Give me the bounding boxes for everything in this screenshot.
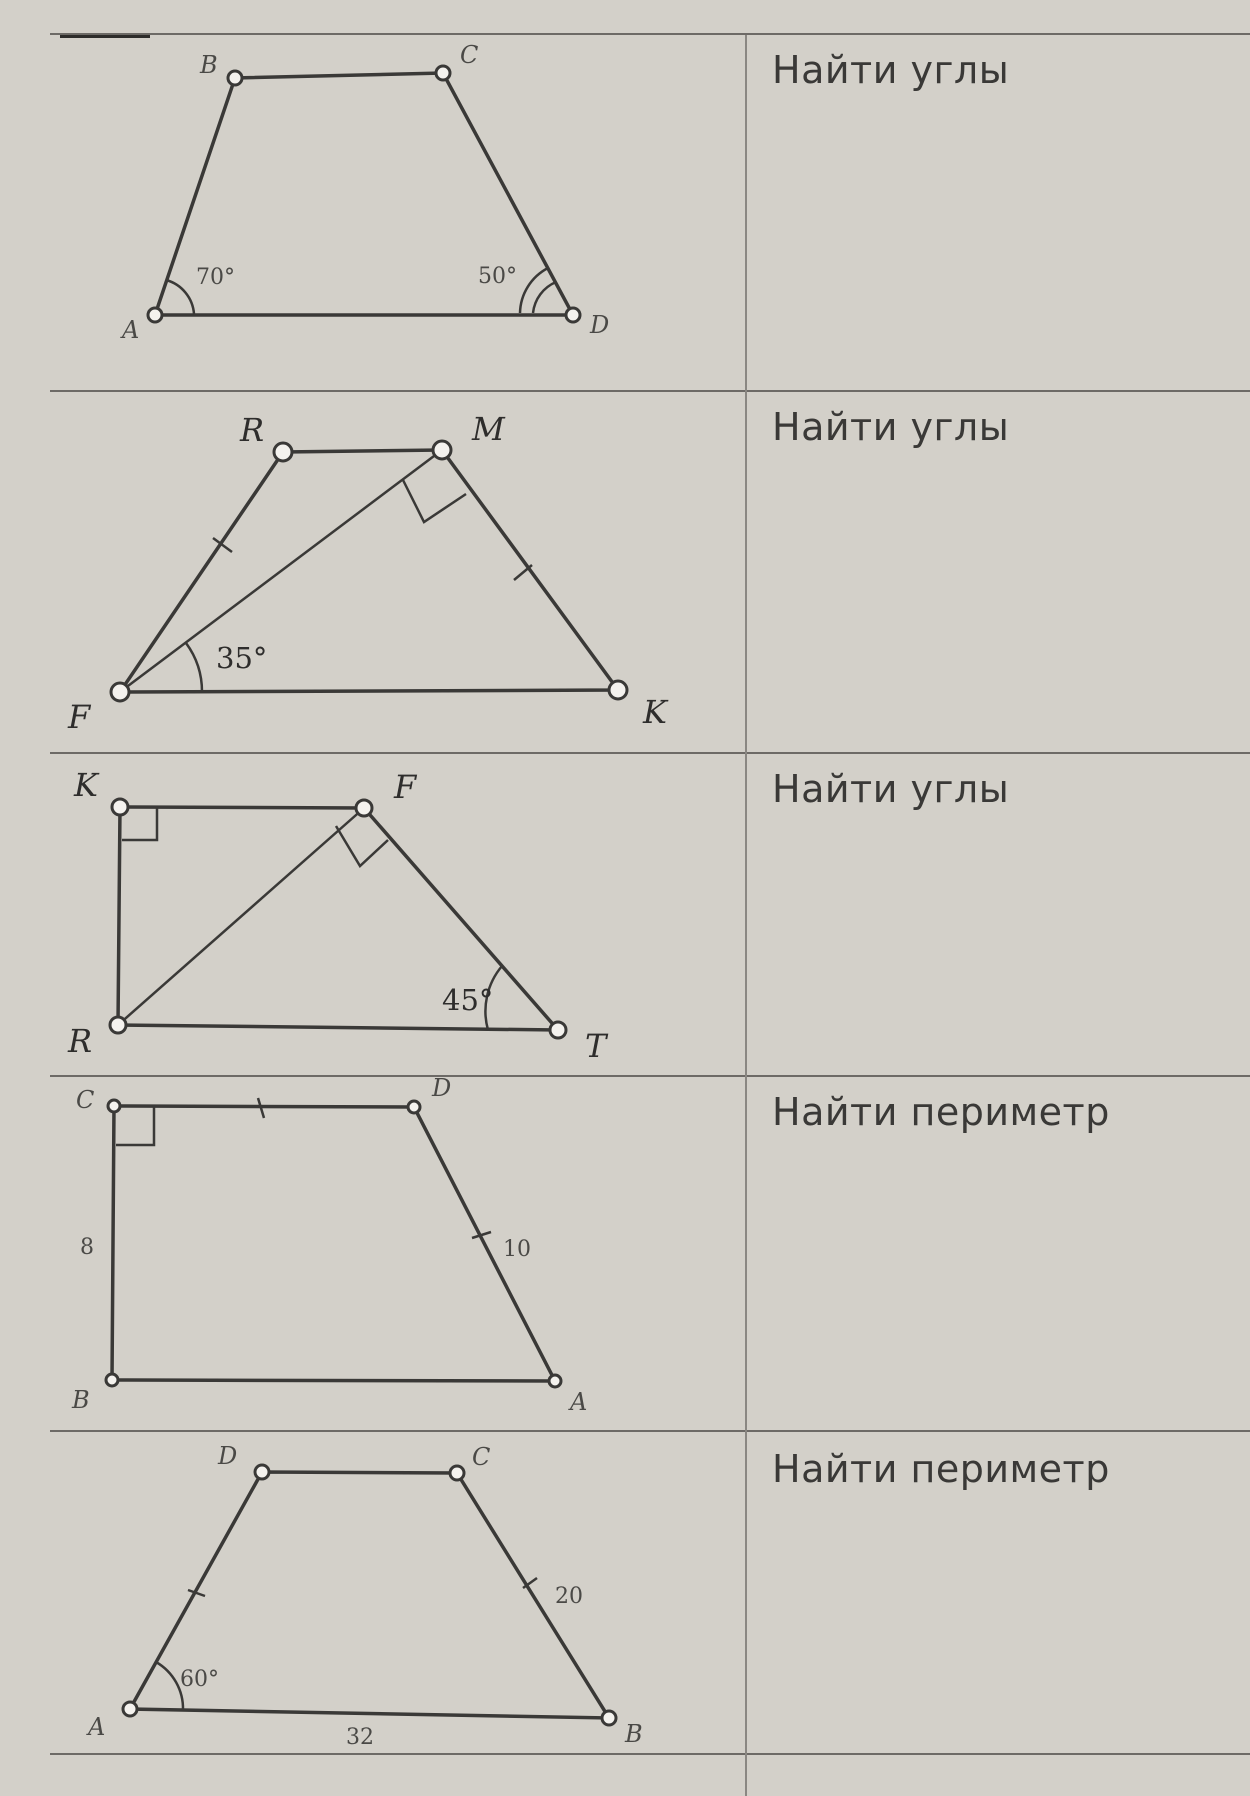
task-label-5: Найти периметр (772, 1447, 1110, 1491)
label-m: M (472, 410, 505, 448)
side-length-ab: 32 (346, 1725, 374, 1750)
label-f: F (394, 768, 417, 806)
side-length-bc: 8 (80, 1235, 94, 1260)
label-c: C (76, 1086, 95, 1114)
vertex-d (255, 1465, 269, 1479)
label-r: R (68, 1022, 93, 1060)
column-divider (745, 35, 747, 1796)
angle-arc-a (156, 1662, 183, 1710)
task-label-3: Найти углы (772, 767, 1010, 811)
angle-value-f: 35° (216, 641, 268, 675)
angle-value-d: 50° (478, 264, 517, 289)
label-a: A (88, 1713, 106, 1741)
angle-value-a: 70° (196, 265, 235, 290)
label-d: D (218, 1442, 238, 1470)
vertex-a (123, 1702, 137, 1716)
label-d: D (590, 311, 610, 339)
side-length-da: 10 (503, 1237, 531, 1262)
label-k: K (74, 766, 98, 804)
task-label-4: Найти периметр (772, 1090, 1110, 1134)
label-c: C (460, 41, 479, 69)
label-c: C (472, 1443, 491, 1471)
task-label-2: Найти углы (772, 405, 1010, 449)
label-a: A (570, 1388, 588, 1416)
vertex-c (450, 1466, 464, 1480)
label-b: B (72, 1386, 90, 1414)
angle-value-a: 60° (180, 1667, 219, 1692)
label-b: B (200, 51, 218, 79)
label-t: T (585, 1027, 607, 1065)
vertex-b (602, 1711, 616, 1725)
row-divider (50, 1753, 1250, 1755)
side-length-cb: 20 (555, 1584, 583, 1609)
label-b: B (625, 1720, 643, 1748)
label-a: A (122, 316, 140, 344)
angle-value-t: 45° (442, 983, 494, 1017)
task-label-1: Найти углы (772, 48, 1010, 92)
label-f: F (68, 698, 91, 736)
label-d: D (432, 1074, 452, 1102)
label-r: R (240, 411, 265, 449)
label-k: K (643, 693, 667, 731)
